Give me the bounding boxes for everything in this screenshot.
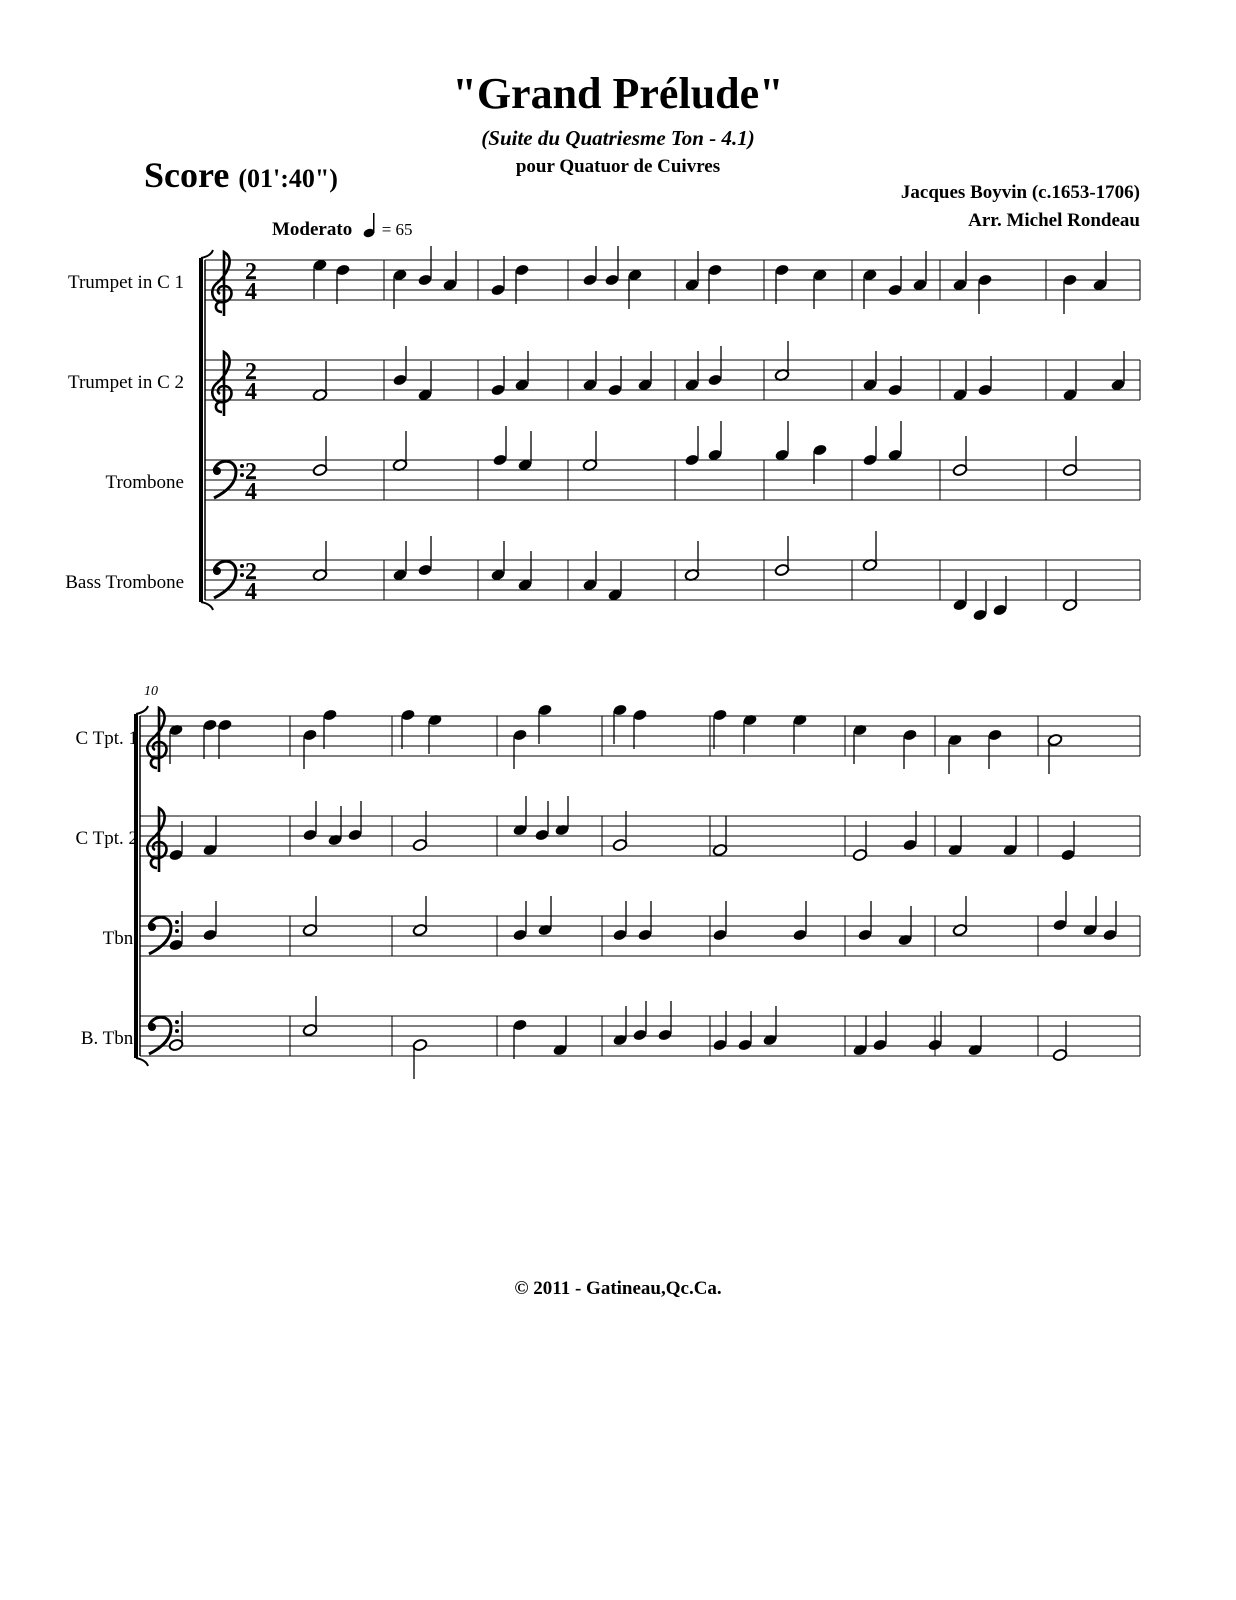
- bass-clef-dot: [213, 467, 221, 475]
- instrument-label-trumpet-1: Trumpet in C 1: [68, 272, 184, 293]
- instrument-label-trombone-short: Tbn.: [102, 928, 138, 949]
- bass-clef-dot: [148, 1023, 156, 1031]
- measure-number: 10: [144, 684, 158, 699]
- instrument-label-trumpet-1-short: C Tpt. 1: [75, 728, 138, 749]
- time-signature-denominator: 4: [245, 479, 257, 505]
- time-signature-numerator: 2: [245, 459, 257, 485]
- time-signature-denominator: 4: [245, 279, 257, 305]
- bass-clef-dot: [148, 923, 156, 931]
- copyright: © 2011 - Gatineau,Qc.Ca.: [514, 1278, 722, 1299]
- time-signature-denominator: 4: [245, 379, 257, 405]
- score-label: Score: [144, 155, 230, 195]
- tempo-word: Moderato: [272, 219, 353, 240]
- time-signature-numerator: 2: [245, 359, 257, 385]
- score-duration: (01':40"): [238, 164, 338, 193]
- instrument-label-bass-trombone-short: B. Tbn.: [80, 1028, 138, 1049]
- bass-clef-dot: [240, 473, 244, 477]
- bass-clef-dot: [240, 564, 244, 568]
- bass-clef-dot: [175, 929, 179, 933]
- time-signature-denominator: 4: [245, 579, 257, 605]
- instrument-label-trumpet-2-short: C Tpt. 2: [75, 828, 138, 849]
- bass-clef-dot: [240, 464, 244, 468]
- time-signature-numerator: 2: [245, 259, 257, 285]
- bass-clef-dot: [175, 920, 179, 924]
- time-signature-numerator: 2: [245, 559, 257, 585]
- bass-clef-dot: [175, 1020, 179, 1024]
- bass-clef-dot: [240, 573, 244, 577]
- treble-clef-icon: [212, 252, 231, 316]
- score-title: "Grand Prélude": [452, 69, 784, 118]
- instrument-label-bass-trombone: Bass Trombone: [65, 572, 184, 593]
- bass-clef-dot: [175, 1029, 179, 1033]
- arranger-credit: Arr. Michel Rondeau: [968, 210, 1140, 231]
- instrument-label-trombone: Trombone: [105, 472, 184, 493]
- score-subtitle: (Suite du Quatriesme Ton - 4.1): [481, 126, 755, 150]
- ensemble-line: pour Quatuor de Cuivres: [515, 156, 721, 177]
- bass-clef-dot: [213, 567, 221, 575]
- treble-clef-icon: [147, 808, 166, 872]
- tempo-bpm: = 65: [381, 220, 413, 239]
- treble-clef-icon: [212, 352, 231, 416]
- composer-credit: Jacques Boyvin (c.1653-1706): [900, 182, 1140, 203]
- treble-clef-icon: [147, 708, 166, 772]
- instrument-label-trumpet-2: Trumpet in C 2: [68, 372, 184, 393]
